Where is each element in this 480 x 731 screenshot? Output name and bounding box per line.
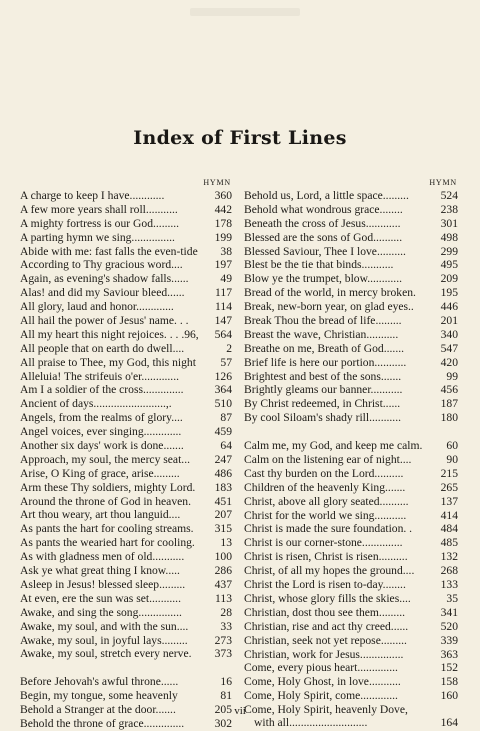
index-entry [244,356,458,370]
entry-first-line: All praise to Thee, my God, this night [20,355,196,369]
hymn-number: 195 [440,286,458,300]
entry-first-line: Come, Holy Spirit, heavenly Dove, [244,703,408,717]
entry-first-line: All people that on earth do dwell.... [20,341,185,355]
index-entry [20,564,232,578]
hymn-number: 446 [440,300,458,314]
hymn-number: 495 [440,258,458,272]
index-entry [244,342,458,356]
entry-first-line: Beneath the cross of Jesus............ [244,216,401,230]
entry-first-line: Come, every pious heart.............. [244,661,398,675]
index-entry [20,425,232,439]
entry-first-line: Come, Holy Spirit, come............. [244,689,398,703]
hymn-number: 360 [214,189,232,202]
index-entry [20,522,232,536]
page-number: vii [234,705,246,717]
entry-first-line: Children of the heavenly King....... [244,480,406,494]
entry-first-line: Behold the throne of grace.............. [20,716,185,730]
hymn-number: 90 [446,453,458,467]
hymn-number: 547 [440,341,458,355]
hymn-number: 64 [220,439,232,453]
index-entry [20,328,232,342]
hymn-number: 49 [220,272,232,286]
index-entry [20,606,232,620]
index-entry [244,189,458,203]
index-entry [244,397,458,411]
hymn-number: 38 [220,244,232,258]
hymn-number: 160 [440,689,458,703]
entry-first-line: Christ is our corner-stone.............. [244,536,403,550]
index-entry [20,481,232,495]
entry-first-line: By cool Siloam's shady rill........... [244,411,401,425]
hymn-number: 28 [220,605,232,619]
entry-first-line: Abide with me: fast falls the even-tide [20,244,198,258]
hymn-number: 57 [220,355,232,369]
entry-continuation-text: with all........................... [254,716,368,730]
hymn-number: 315 [214,522,232,536]
hymn-number: 524 [440,189,458,202]
index-entry [244,258,458,272]
hymn-number: 486 [214,466,232,480]
hymn-number: 164 [440,716,458,730]
hymn-number: 126 [214,369,232,383]
entry-first-line: By Christ redeemed, in Christ...... [244,397,401,411]
index-entry [244,439,458,453]
index-entry [244,522,458,536]
index-entry [20,272,232,286]
entry-first-line: All hail the power of Jesus' name. . . [20,314,189,328]
hymn-number: 301 [440,216,458,230]
entry-first-line: Blow ye the trumpet, blow............ [244,272,402,286]
hymn-number: 60 [446,439,458,453]
entry-first-line: Before Jehovah's awful throne...... [20,675,179,689]
hymn-number: 564 [214,327,232,341]
hymn-number: 183 [214,480,232,494]
index-entry [20,689,232,703]
left-group-a [20,189,232,661]
hymn-number: 199 [214,230,232,244]
index-entry [20,370,232,384]
index-entry [20,634,232,648]
entry-first-line: Christian, seek not yet repose......... [244,633,407,647]
entry-first-line: Christ the Lord is risen to-day........ [244,578,406,592]
hymn-number: 498 [440,230,458,244]
section-gap [20,661,232,675]
right-column [244,177,458,730]
index-entry [20,342,232,356]
hymn-number: 35 [446,591,458,605]
index-entry [244,411,458,425]
entry-first-line: Awake, my soul, stretch every nerve. [20,647,192,661]
index-entry [244,675,458,689]
index-entry [20,620,232,634]
index-entry [244,495,458,509]
index-entry [20,383,232,397]
entry-first-line: Break, new-born year, on glad eyes.. [244,300,414,314]
left-column [20,177,232,731]
entry-first-line: All glory, laud and honor............. [20,300,174,314]
hymn-number: 215 [440,466,458,480]
index-entry [244,536,458,550]
entry-first-line: Am I a soldier of the cross.............. [20,383,184,397]
hymn-number: 147 [214,314,232,328]
hymn-number: 420 [440,355,458,369]
hymn-number: 207 [214,508,232,522]
hymn-number: 373 [214,647,232,661]
hymn-number: 114 [215,300,232,314]
index-entry [20,717,232,731]
entry-first-line: Behold a Stranger at the door....... [20,703,176,717]
hymn-number: 132 [440,550,458,564]
hymn-number: 456 [440,383,458,397]
entry-first-line: As pants the wearied hart for cooling. [20,536,195,550]
hymn-number: 340 [440,327,458,341]
hymn-number: 451 [214,494,232,508]
entry-first-line: Art thou weary, art thou languid.... [20,508,181,522]
entry-first-line: Calm me, my God, and keep me calm. [244,439,423,453]
index-entry [244,300,458,314]
index-entry [244,689,458,703]
entry-first-line: A few more years shall roll........... [20,202,178,216]
hymn-number: 273 [214,633,232,647]
index-entry [20,203,232,217]
hymn-number: 364 [214,383,232,397]
entry-first-line: Angel voices, ever singing............. [20,425,182,439]
index-entry [20,495,232,509]
entry-first-line: Breathe on me, Breath of God....... [244,341,405,355]
faded-header-mark [190,8,300,16]
entry-first-line: Ancient of days.........................,. [20,397,172,411]
entry-first-line: Alleluia! The strifeuis o'er............. [20,369,180,383]
index-entry [244,606,458,620]
entry-first-line: Arise, O King of grace, arise......... [20,466,180,480]
index-entry [244,564,458,578]
index-entry [244,634,458,648]
entry-first-line: Angels, from the realms of glory.... [20,411,183,425]
hymn-number: 87 [220,411,232,425]
entry-first-line: Brightest and best of the sons....... [244,369,402,383]
index-entry [20,508,232,522]
index-entry [20,675,232,689]
hymn-number: 341 [440,605,458,619]
index-entry [244,550,458,564]
hymn-number: 152 [440,661,458,675]
hymn-number: 510 [214,397,232,411]
hymn-number: 137 [440,494,458,508]
hymn-number: 205 [214,703,232,717]
entry-first-line: Cast thy burden on the Lord.......... [244,466,404,480]
entry-first-line: Christ, above all glory seated.......... [244,494,409,508]
entry-first-line: Begin, my tongue, some heavenly [20,689,178,703]
entry-first-line: Awake, and sing the song............... [20,605,182,619]
hymn-number: 178 [214,216,232,230]
index-entry [20,647,232,661]
hymn-number: 100 [214,550,232,564]
entry-first-line: Brightly gleams our banner........... [244,383,403,397]
entry-first-line: Asleep in Jesus! blessed sleep......... [20,577,186,591]
hymn-number: 265 [440,480,458,494]
hymn-number: 201 [440,314,458,328]
index-entry [20,286,232,300]
hymn-number: 81 [220,689,232,703]
hymn-number: 299 [440,244,458,258]
index-entry [20,578,232,592]
hymn-number: 520 [440,619,458,633]
hymn-number: 484 [440,522,458,536]
index-entry [20,411,232,425]
entry-first-line: Christ is made the sure foundation. . [244,522,413,536]
index-entry [20,189,232,203]
index-entry [244,286,458,300]
entry-first-line: Christ, of all my hopes the ground.... [244,564,415,578]
entry-first-line: Around the throne of God in heaven. [20,494,191,508]
right-group-b [244,439,458,703]
hymn-number: 363 [440,647,458,661]
index-entry [20,592,232,606]
index-entry [244,203,458,217]
index-entry [244,383,458,397]
entry-first-line: A charge to keep I have............ [20,189,165,202]
entry-first-line: Behold what wondrous grace........ [244,202,403,216]
entry-first-line: Approach, my soul, the mercy seat... [20,452,190,466]
index-entry [20,356,232,370]
index-entry [244,272,458,286]
index-entry [244,245,458,259]
entry-first-line: Again, as evening's shadow falls...... [20,272,189,286]
hymn-number: 247 [214,452,232,466]
entry-first-line: Arm these Thy soldiers, mighty Lord. [20,480,196,494]
entry-first-line: Blessed are the sons of God.......... [244,230,403,244]
entry-first-line: Christian, rise and act thy creed...... [244,619,409,633]
entry-first-line: Christian, dost thou see them......... [244,605,406,619]
hymn-number: 459 [214,425,232,439]
entry-first-line: Awake, my soul, and with the sun.... [20,619,189,633]
entry-first-line: Christian, work for Jesus............... [244,647,404,661]
index-entry [244,314,458,328]
hymn-column-header: HYMN [203,178,231,187]
index-entry [244,467,458,481]
index-entry [244,231,458,245]
entry-first-line: Another six days' work is done....... [20,439,184,453]
index-entry [20,439,232,453]
index-entry [244,509,458,523]
index-entry [244,620,458,634]
hymn-number: 16 [220,675,232,689]
index-entry [20,397,232,411]
hymn-number: 197 [214,258,232,272]
entry-first-line: As pants the hart for cooling streams. [20,522,194,536]
index-entry [244,648,458,662]
hymn-column-header: HYMN [429,178,457,187]
hymn-number: 180 [440,411,458,425]
entry-first-line: Christ is risen, Christ is risen.......... [244,550,408,564]
entry-first-line: At even, ere the sun was set........... [20,591,181,605]
entry-first-line: Bread of the world, in mercy broken. [244,286,416,300]
index-entry [244,217,458,231]
hymn-number: 286 [214,564,232,578]
hymn-number: 13 [220,536,232,550]
index-entry [20,314,232,328]
entry-continuation [244,716,458,729]
entry-first-line: Behold us, Lord, a little space......... [244,189,409,202]
entry-first-line: Break Thou the bread of life......... [244,314,402,328]
index-entry [244,592,458,606]
index-entry [20,258,232,272]
entry-first-line: All my heart this night rejoices. . . .96, [20,327,199,341]
hymn-number: 133 [440,578,458,592]
hymn-number: 485 [440,536,458,550]
entry-first-line: Blessed Saviour, Thee I love.......... [244,244,406,258]
index-entry [20,217,232,231]
hymn-number: 113 [215,591,232,605]
entry-first-line: Christ for the world we sing........... [244,508,407,522]
hymn-number: 238 [440,202,458,216]
index-entry [20,300,232,314]
entry-first-line: Calm on the listening ear of night.... [244,453,412,467]
entry-first-line: Alas! and did my Saviour bleed...... [20,286,185,300]
index-entry [20,245,232,259]
index-entry [20,453,232,467]
hymn-number: 302 [214,716,232,730]
hymn-number: 414 [440,508,458,522]
hymn-number: 437 [214,577,232,591]
index-entry [20,536,232,550]
hymn-number: 268 [440,564,458,578]
index-entry [20,550,232,564]
index-entry [244,370,458,384]
entry-first-line: A parting hymn we sing............... [20,230,175,244]
entry-first-line: Brief life is here our portion........... [244,355,407,369]
hymn-number: 33 [220,619,232,633]
entry-first-line: Come, Holy Ghost, in love........... [244,675,401,689]
entry-first-line: According to Thy gracious word.... [20,258,183,272]
entry-first-line: Blest be the tie that binds........... [244,258,394,272]
entry-first-line: Christ, whose glory fills the skies.... [244,591,411,605]
hymn-number: 187 [440,397,458,411]
entry-first-line: Breast the wave, Christian........... [244,327,399,341]
entry-first-line: A mighty fortress is our God......... [20,216,180,230]
entry-first-line: Ask ye what great thing I know..... [20,564,180,578]
section-gap [244,425,458,439]
page-title: Index of First Lines [133,127,347,149]
hymn-number: 117 [215,286,232,300]
hymn-number: 2 [226,341,232,355]
hymn-number: 339 [440,633,458,647]
right-group-a [244,189,458,425]
hymn-number: 442 [214,202,232,216]
index-entry [20,467,232,481]
hymn-number: 209 [440,272,458,286]
index-entry [20,231,232,245]
entry-first-line: As with gladness men of old........... [20,550,185,564]
index-entry [244,481,458,495]
left-group-b [20,675,232,731]
hymn-number: 99 [446,369,458,383]
index-entry [244,328,458,342]
hymn-number: 158 [440,675,458,689]
index-entry [244,578,458,592]
index-entry [244,453,458,467]
index-entry [244,661,458,675]
entry-first-line: Awake, my soul, in joyful lays......... [20,633,188,647]
